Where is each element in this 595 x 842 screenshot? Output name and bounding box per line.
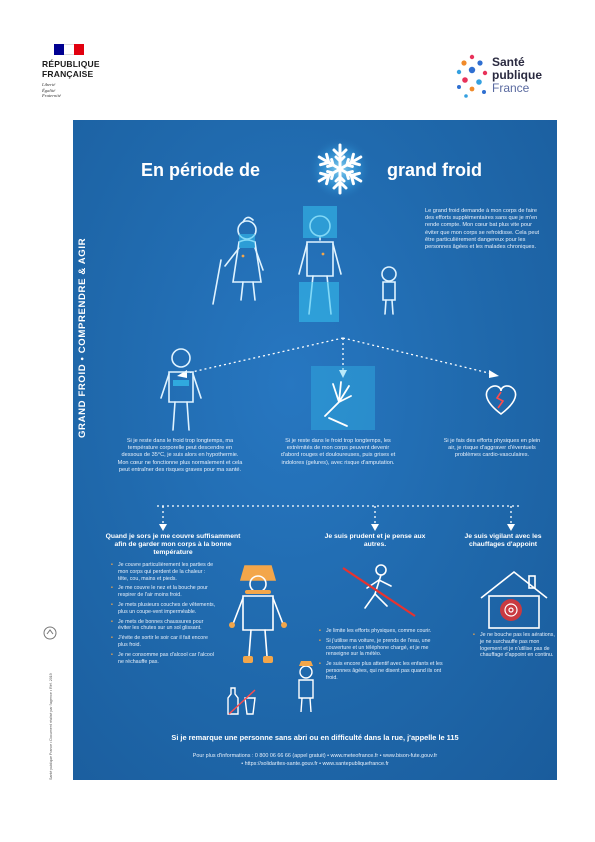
list-item: • Je suis encore plus attentif avec les enfants et les personnes âgées, qui ne disent pas quand ils ont froid.: [319, 661, 449, 681]
republique-motto: [42, 82, 122, 99]
spf-line2: publique: [492, 68, 542, 82]
spf-dots-icon: [455, 54, 489, 100]
list-item: • Si j'utilise ma voiture, je prends de l'eau, une couverture et un téléphone chargé, et je me renseigne sur la météo.: [319, 638, 449, 658]
list-item: • Je limite les efforts physiques, comme courir.: [319, 628, 449, 635]
heating-section-title: Je suis vigilant avec les chauffages d'appoint: [464, 533, 542, 549]
broken-heart-icon: [481, 382, 521, 418]
hypothermia-text: Si je reste dans le froid trop longtemps, ma température corporelle peut descendre en dessous de 35°C, je suis alors en hypothermie. Mon cœur ne fonctionne plus normalement et cela peut entraîner des risques graves pour ma santé.: [117, 438, 243, 473]
republique-line1: RÉPUBLIQUE: [42, 59, 100, 69]
frostbite-text: Si je reste dans le froid trop longtemps, les extrémités de mon corps peuvent devenir d'abord rouges et douloureuses, puis grises et indolores (gelures), avec risque d'amputation.: [280, 438, 396, 466]
spf-wordmark: [492, 56, 542, 95]
motto-egalite: Égalité: [42, 87, 56, 93]
list-item: • Je mets plusieurs couches de vêtements, plus un coupe-vent imperméable.: [111, 602, 217, 616]
hypothermia-figure-icon: [151, 344, 211, 436]
people-cold-illustration: [203, 204, 413, 334]
list-item: • Je me couvre le nez et la bouche pour respirer de l'air moins froid.: [111, 585, 217, 599]
spf-line3: France: [492, 81, 530, 95]
list-item: • J'évite de sortir le soir car il fait encore plus froid.: [111, 635, 217, 649]
republique-title: [42, 60, 122, 79]
alcohol-bottle-icon: [223, 686, 259, 716]
poster: [73, 120, 557, 780]
info-line2: • https://solidarites-sante.gouv.fr • www.santepubliquefrance.fr: [241, 761, 389, 767]
house-heater-icon: [477, 568, 551, 630]
bottom-115-line: Si je remarque une personne sans abri ou en difficulté dans la rue, j'appelle le 115: [171, 733, 459, 742]
side-title: GRAND FROID • COMPRENDRE & AGIR: [77, 237, 88, 438]
snowflake-icon: [307, 136, 373, 202]
flag-icon: [54, 44, 84, 55]
no-running-icon: [337, 560, 421, 624]
child-icon: [291, 660, 321, 716]
motto-fraternite: Fraternité: [42, 93, 61, 99]
intro-text: Le grand froid demande à mon corps de faire des efforts supplémentaires sans que je m'en rende compte. Mon cœur bat plus vite pour éviter que mon corps se refroidisse. Cela peut être particulièrement dangereux pour les personnes âgées et les malades chroniques.: [425, 208, 540, 251]
republique-francaise-logo: [42, 44, 122, 99]
title-left: En période de: [141, 160, 261, 180]
info-line1: Pour plus d'informations : 0 800 06 66 66 (appel gratuit) • www.meteofrance.fr • www.bison-fute.gouv.fr: [192, 753, 438, 759]
spf-line1: Santé: [492, 55, 525, 69]
cover-list: [111, 562, 217, 668]
care-list: [319, 628, 449, 685]
republique-line2: FRANÇAISE: [42, 68, 94, 79]
list-item: • Je mets de bonnes chaussures pour éviter les chutes sur un sol glissant.: [111, 619, 217, 633]
legal-text: Santé publique France • Document réalisé par l'agence • Réf. 2019: [49, 673, 53, 780]
bundled-person-icon: [223, 562, 293, 666]
list-item: • Je ne consomme pas d'alcool car l'alcool ne réchauffe pas.: [111, 652, 217, 666]
care-section-title: Je suis prudent et je pense aux autres.: [324, 533, 426, 549]
title-right: grand froid: [387, 160, 482, 180]
info-block: [73, 752, 557, 768]
motto-liberte: Liberté: [42, 82, 56, 87]
frozen-hand-icon: [311, 366, 375, 430]
bottom-branch-arrows: [153, 500, 523, 532]
heart-risk-text: Si je fais des efforts physiques en plein air, je risque d'aggraver d'éventuels problèmes cardio-vasculaires.: [443, 438, 541, 459]
sante-publique-france-logo: [455, 54, 565, 104]
heating-list: [473, 632, 555, 662]
cover-section-title: Quand je sors je me couvre suffisamment afin de garder mon corps à la bonne température: [105, 533, 241, 557]
list-item: • Je ne bouche pas les aérations, je ne surchauffe pas mon logement et je n'utilise pas de chauffage d'appoint en continu.: [473, 632, 555, 659]
list-item: • Je couvre particulièrement les parties de mon corps qui perdent de la chaleur : tête, cou, mains et pieds.: [111, 562, 217, 582]
